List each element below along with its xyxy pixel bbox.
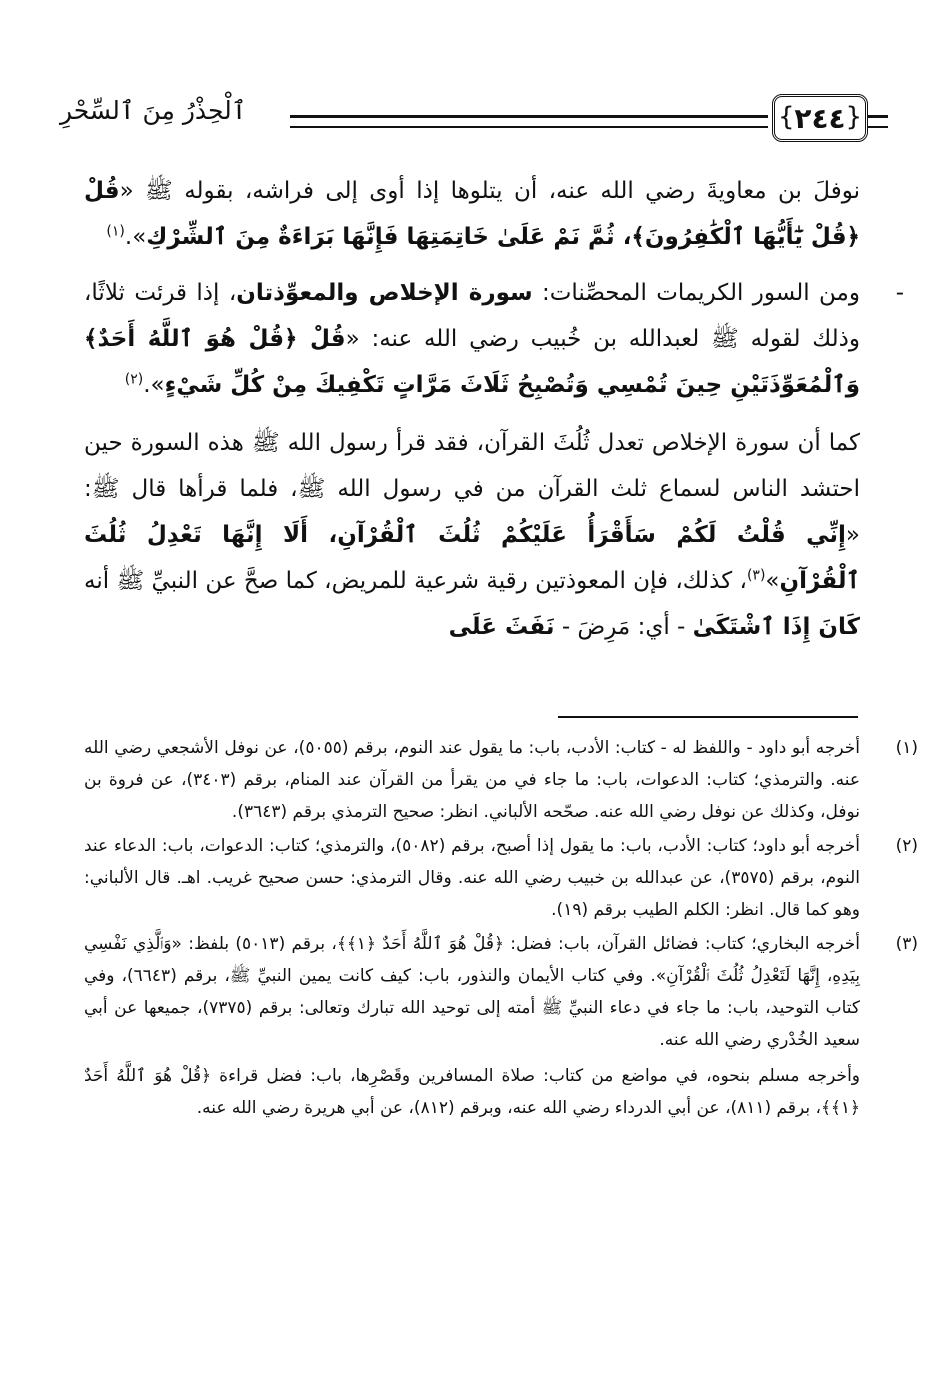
p3-hadith-quote: إِنِّي قُلْتُ لَكُمْ سَأَقْرَأُ عَلَيْكُمْ ثُلُثَ ٱلْقُرْآنِ، أَلَا إِنَّهَا تَعْدِلُ ثُلُثَ ٱلْقُرْآنِ — [84, 522, 860, 594]
p1-text: نوفلَ بن معاويةَ رضي الله عنه، أن يتلوها إذا أوى إلى فراشه، بقوله ﷺ « — [119, 178, 860, 204]
running-title: ٱلْحِذْرُ مِنَ ٱلسِّحْرِ — [60, 96, 247, 125]
ornament-bracket-left-icon: { — [778, 102, 795, 132]
p2-hadith-quote: قُلْ ﴿قُلْ هُوَ ٱللَّهُ أَحَدٌ﴾ وَٱلْمُعَوِّذَتَيْنِ حِينَ تُمْسِي وَتُصْبِحُ ثَلَاثَ مَرَّاتٍ تَكْفِيكَ مِنْ كُلِّ شَيْءٍ — [84, 326, 860, 398]
p2-text-a: ومن السور الكريمات المحصِّنات: — [532, 280, 860, 306]
footnote-number: (٢) — [895, 836, 918, 856]
footnote-2 — [84, 830, 918, 926]
page-number-box — [772, 94, 868, 142]
footnote-number: (٣) — [895, 934, 918, 954]
p3-text-b: ، كذلك، فإن المعوذتين رقية شرعية للمريض، كما صحَّ عن النبيِّ ﷺ أنه — [84, 568, 747, 594]
p3-tail: نَفَثَ عَلَى — [448, 614, 555, 640]
footnote-number: (١) — [895, 738, 918, 758]
footnote-text: أخرجه أبو داود؛ كتاب: الأدب، باب: ما يقول إذا أصبح، برقم (٥٠٨٢)، والترمذي؛ كتاب: الدعوات، باب: الدعاء عند النوم، برقم (٣٥٧٥)، عن عبدالله بن خبيب رضي الله عنه. وقال الترمذي: حسن صحيح غريب. اهـ. قال الألباني: وهو كما قال. انظر: الكلم الطيب برقم (١٩). — [84, 836, 860, 920]
main-text — [84, 168, 904, 660]
p1-end: ». — [124, 224, 147, 250]
paragraph-1 — [84, 168, 860, 260]
p1-hadith-quote: قُلْ ﴿قُلْ يَٰٓأَيُّهَا ٱلْكَٰفِرُونَ﴾، ثُمَّ نَمْ عَلَىٰ خَاتِمَتِهَا فَإِنَّهَا بَرَاءَةٌ مِنَ ٱلشِّرْكِ — [84, 178, 860, 250]
footnote-separator — [558, 716, 858, 718]
footnote-3-continuation: وأخرجه مسلم بنحوه، في مواضع من كتاب: صلاة المسافرين وقَصْرِها، باب: فضل قراءة ﴿قُلْ هُوَ ٱللَّهُ أَحَدٌ ﴿١﴾﴾، برقم (٨١١)، عن أبي الدرداء رضي الله عنه، وبرقم (٨١٢)، عن أبي هريرة رضي الله عنه. — [84, 1066, 860, 1118]
footnote-ref-2[interactable]: (٢) — [124, 371, 144, 388]
footnote-1 — [84, 732, 918, 828]
paragraph-2 — [84, 270, 904, 408]
footnote-ref-1[interactable]: (١) — [106, 223, 125, 240]
p3-text-a: كما أن سورة الإخلاص تعدل ثُلُثَ القرآن، فقد قرأ رسول الله ﷺ هذه السورة حين احتشد الناس لسماع ثلث القرآن من في رسول الله ﷺ، فلما قرأها قال ﷺ: « — [84, 430, 860, 548]
p2-end: ». — [143, 372, 165, 398]
ornament-bracket-right-icon: } — [845, 102, 862, 132]
p2-bold: سورة الإخلاص والمعوِّذتان — [236, 280, 533, 306]
header-rule-left — [290, 115, 768, 128]
p2-text-b: ، إذا قرئت ثلاثًا، وذلك لقوله ﷺ لعبدالله بن خُبيب رضي الله عنه: « — [84, 280, 860, 352]
p3-text-c: - أي: مَرِضَ - — [554, 614, 693, 640]
footnote-text: أخرجه البخاري؛ كتاب: فضائل القرآن، باب: فضل: ﴿قُلْ هُوَ ٱللَّهُ أَحَدٌ ﴿١﴾﴾، برقم (٥٠١٣) بلفظ: «وَٱلَّذِي نَفْسِي بِيَدِهِ، إِنَّهَا لَتَعْدِلُ ثُلُثَ ٱلْقُرْآنِ». وفي كتاب الأيمان والنذور، باب: كيف كانت يمين النبيِّ ﷺ، برقم (٦٦٤٣)، وفي كتاب التوحيد، باب: ما جاء في دعاء النبيِّ ﷺ أمته إلى توحيد الله تبارك وتعالى: برقم (٧٣٧٥)، جميعها عن أبي سعيد الخُدْري رضي الله عنه. — [84, 934, 861, 1050]
footnote-3 — [84, 928, 918, 1124]
footnotes — [84, 732, 918, 1126]
page-number: ٢٤٤ — [794, 101, 846, 135]
paragraph-3 — [84, 420, 860, 650]
header-rule-right — [868, 115, 888, 128]
p3-quote: كَانَ إِذَا ٱشْتَكَىٰ — [692, 614, 860, 640]
page-header — [60, 88, 886, 148]
footnote-ref-3[interactable]: (٣) — [746, 567, 766, 584]
bullet-dash: - — [895, 280, 904, 306]
p3-end: » — [765, 568, 780, 594]
footnote-text: أخرجه أبو داود - واللفظ له - كتاب: الأدب، باب: ما يقول عند النوم، برقم (٥٠٥٥)، عن نوفل الأشجعي رضي الله عنه. والترمذي؛ كتاب: الدعوات، باب: ما جاء في من يقرأ من القرآن عند المنام، برقم (٣٤٠٣)، عن فروة بن نوفل، وكذلك عن نوفل رضي الله عنه. صحّحه الألباني. انظر: صحيح الترمذي برقم (٣٦٤٣). — [84, 738, 861, 822]
